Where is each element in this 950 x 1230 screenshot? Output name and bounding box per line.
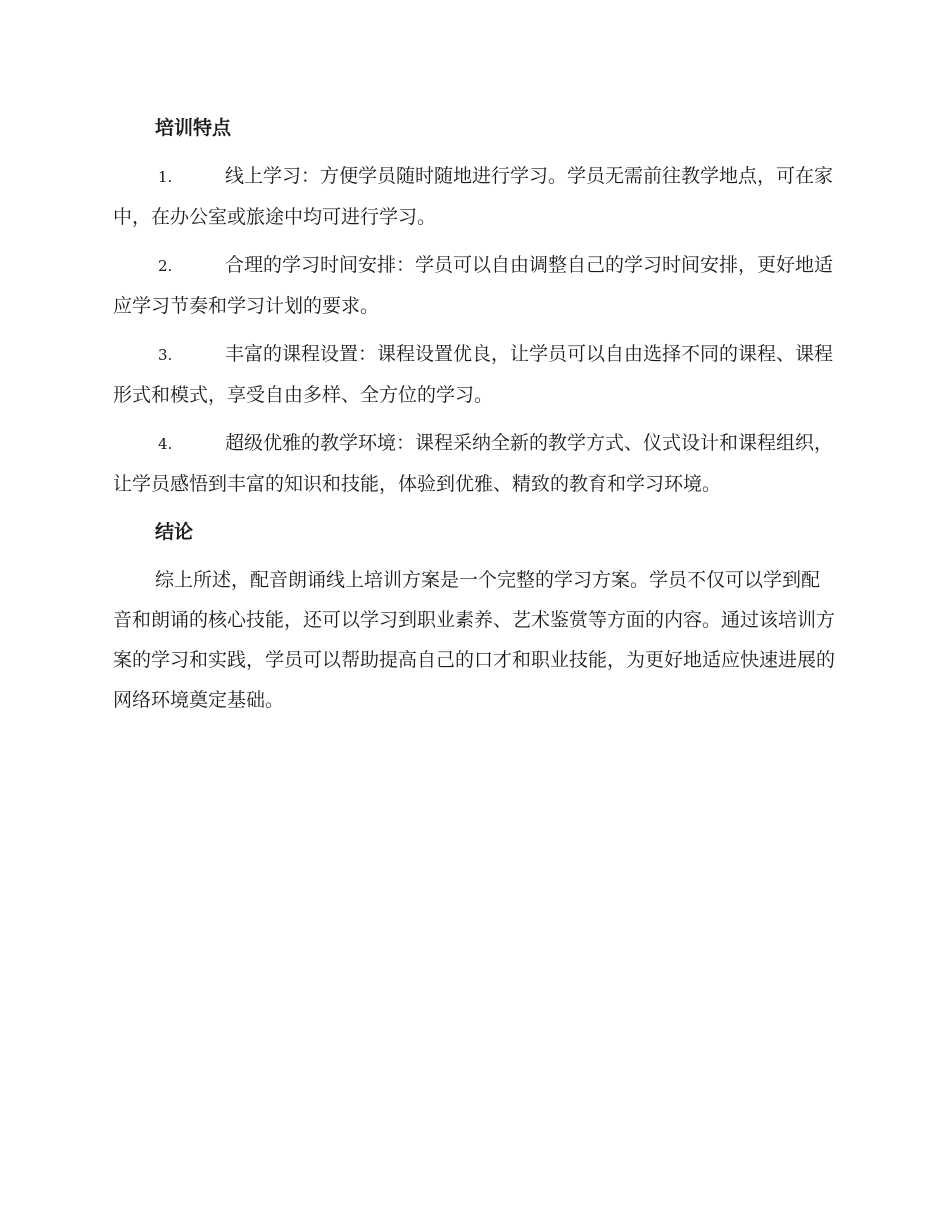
list-item [113, 156, 835, 237]
list-item-number: 1. [158, 168, 173, 186]
list-item-number: 3. [158, 346, 173, 364]
list-item [113, 334, 835, 415]
list-item-text: 线上学习：方便学员随时随地进行学习。学员无需前往教学地点，可在家中，在办公室或旅途中均可进行学习。 [113, 165, 834, 228]
list-item-number: 4. [158, 435, 173, 453]
list-item [113, 423, 835, 504]
list-item-number: 2. [158, 257, 173, 275]
document-page [113, 108, 835, 720]
section-heading-conclusion: 结论 [155, 521, 194, 543]
list-item-text: 合理的学习时间安排：学员可以自由调整自己的学习时间安排，更好地适应学习节奏和学习计划的要求。 [113, 254, 834, 317]
list-item [113, 245, 835, 326]
section-heading-features: 培训特点 [155, 117, 232, 139]
list-item-text: 丰富的课程设置：课程设置优良，让学员可以自由选择不同的课程、课程形式和模式，享受自由多样、全方位的学习。 [113, 343, 834, 406]
list-item-text: 超级优雅的教学环境：课程采纳全新的教学方式、仪式设计和课程组织，让学员感悟到丰富的知识和技能，体验到优雅、精致的教育和学习环境。 [113, 432, 834, 495]
conclusion-paragraph: 综上所述，配音朗诵线上培训方案是一个完整的学习方案。学员不仅可以学到配音和朗诵的核心技能，还可以学习到职业素养、艺术鉴赏等方面的内容。通过该培训方案的学习和实践，学员可以帮助提高自己的口才和职业技能，为更好地适应快速进展的网络环境奠定基础。 [113, 569, 836, 711]
